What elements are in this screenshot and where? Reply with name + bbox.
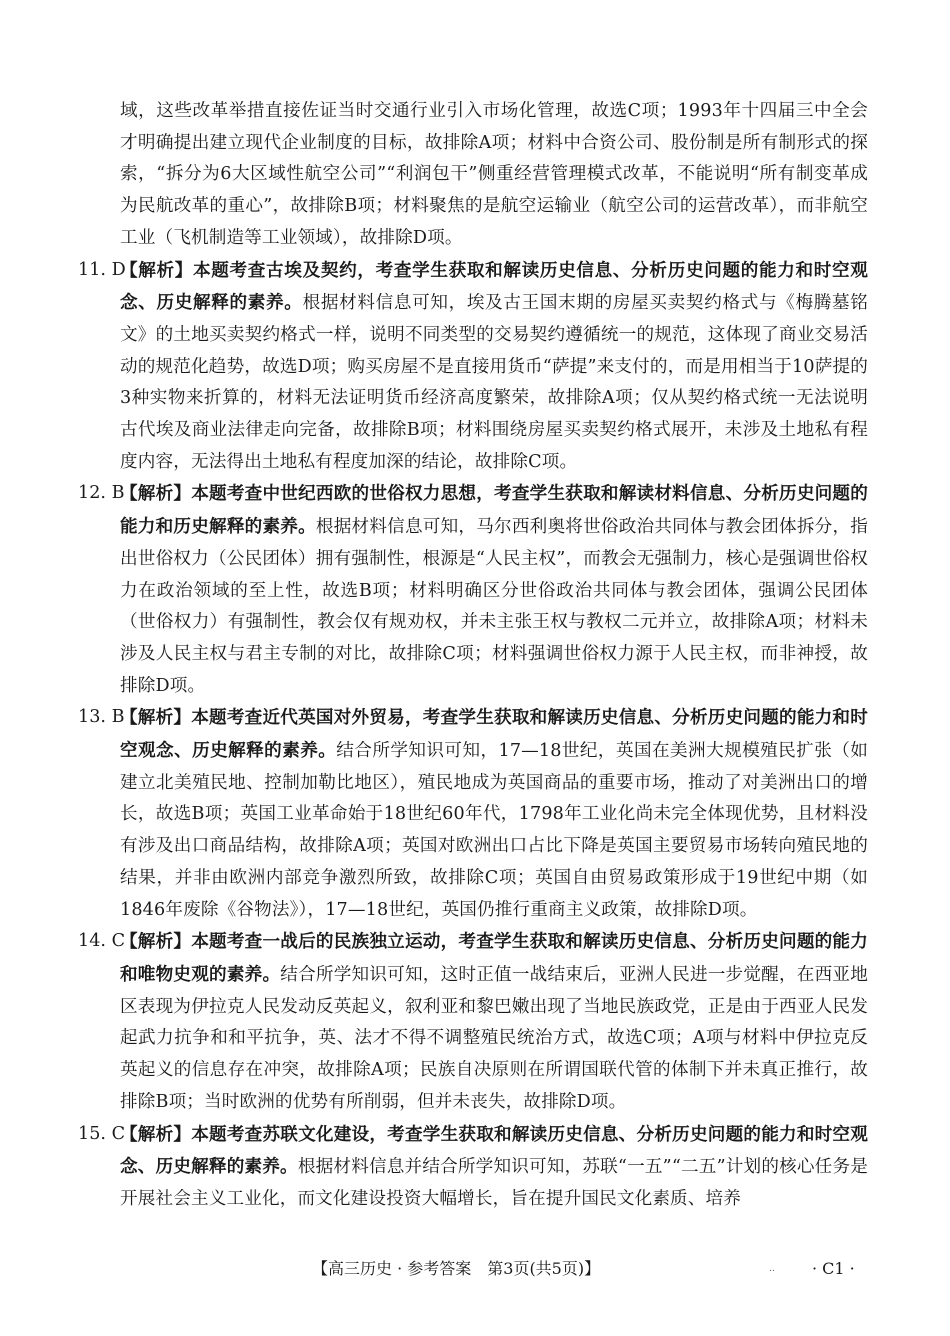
page-footer bbox=[0, 1254, 950, 1284]
continued-paragraph: 域，这些改革举措直接佐证当时交通行业引入市场化管理，故选C项；1993年十四届三中全会才明确提出建立现代企业制度的目标，故排除A项；材料中合资公司、股份制是所有制形式的探索，“拆分为6大区域性航空公司”“利润包干”侧重经营管理模式改革，不能说明“所有制变革成为民航改革的重心”，故排除B项；材料聚焦的是航空运输业（航空公司的运营改革），而非航空工业（飞机制造等工业领域），故排除D项。 bbox=[120, 101, 868, 248]
item-text bbox=[120, 255, 868, 479]
answer-item-11 bbox=[78, 255, 868, 479]
item-number: 14. C bbox=[78, 931, 126, 952]
answer-content bbox=[78, 96, 868, 1216]
item-number: 13. B bbox=[78, 707, 125, 728]
analysis-body: 根据材料信息可知，马尔西利奥将世俗政治共同体与教会团体拆分，指出世俗权力（公民团体）拥有强制性，根源是“人民主权”，而教会无强制力，核心是强调世俗权力在政治领域的至上性，故选B项；材料明确区分世俗政治共同体与教会团体，强调公民团体（世俗权力）有强制性，教会仅有规劝权，并未主张王权与教权二元并立，故排除A项；材料未涉及人民主权与君主专制的对比，故排除C项；材料强调世俗权力源于人民主权，而非神授，故排除D项。 bbox=[120, 517, 868, 696]
analysis-body: 根据材料信息可知，埃及古王国末期的房屋买卖契约格式与《梅腾墓铭文》的土地买卖契约格式一样，说明不同类型的交易契约遵循统一的规范，这体现了商业交易活动的规范化趋势，故选D项；购买房屋不是直接用货币“萨提”来支付的，而是用相当于10萨提的3种实物来折算的，材料无法证明货币经济高度繁荣，故排除A项；仅从契约格式统一无法说明古代埃及商业法律走向完备，故排除B项；材料围绕房屋买卖契约格式展开，未涉及土地私有程度内容，无法得出土地私有程度加深的结论，故排除C项。 bbox=[120, 293, 868, 472]
answer-item-14 bbox=[78, 926, 868, 1118]
analysis-lead: 【解析】本题考查古埃及契约，考查学生获取和解读历史信息、分析历史问题的能力和时空观念、历史解释的素养。 bbox=[120, 259, 868, 314]
item-number: 15. C bbox=[78, 1123, 126, 1144]
answer-item-13 bbox=[78, 702, 868, 926]
analysis-lead: 【解析】本题考查中世纪西欧的世俗权力思想，考查学生获取和解读材料信息、分析历史问题的能力和历史解释的素养。 bbox=[120, 483, 868, 538]
analysis-body: 结合所学知识可知，17—18世纪，英国在美洲大规模殖民扩张（如建立北美殖民地、控制加勒比地区），殖民地成为英国商品的重要市场，推动了对美洲出口的增长，故选B项；英国工业革命始于18世纪60年代，1798年工业化尚未完全体现优势，且材料没有涉及出口商品结构，故排除A项；英国对欧洲出口占比下降是英国主要贸易市场转向殖民地的结果，并非由欧洲内部竞争激烈所致，故排除C项；英国自由贸易政策形成于19世纪中期（如1846年废除《谷物法》），17—18世纪，英国仍推行重商主义政策，故排除D项。 bbox=[120, 741, 868, 920]
footer-mark: .. bbox=[769, 1264, 775, 1274]
analysis-lead: 【解析】本题考查一战后的民族独立运动，考查学生获取和解读历史信息、分析历史问题的能力和唯物史观的素养。 bbox=[120, 931, 868, 985]
item-text bbox=[120, 926, 868, 1118]
footer-code: · C1 · bbox=[812, 1259, 855, 1278]
item-text bbox=[120, 478, 868, 702]
item-number: 12. B bbox=[78, 483, 125, 504]
analysis-lead: 【解析】本题考查近代英国对外贸易，考查学生获取和解读历史信息、分析历史问题的能力和时空观念、历史解释的素养。 bbox=[120, 707, 868, 762]
analysis-body: 根据材料信息并结合所学知识可知，苏联“一五”“二五”计划的核心任务是开展社会主义工业化，而文化建设投资大幅增长，旨在提升国民文化素质、培养 bbox=[120, 1157, 868, 1209]
item-text bbox=[120, 1119, 868, 1216]
footer-page-info: 【高三历史 · 参考答案 第3页(共5页)】 bbox=[312, 1259, 601, 1278]
analysis-lead: 【解析】本题考查苏联文化建设，考查学生获取和解读历史信息、分析历史问题的能力和时空观念、历史解释的素养。 bbox=[120, 1123, 868, 1178]
answer-item-15 bbox=[78, 1119, 868, 1216]
item-text bbox=[120, 702, 868, 926]
analysis-body: 结合所学知识可知，这时正值一战结束后，亚洲人民进一步觉醒，在西亚地区表现为伊拉克人民发动反英起义，叙利亚和黎巴嫩出现了当地民族政党，正是由于西亚人民发起武力抗争和和平抗争，英、法才不得不调整殖民统治方式，故选C项；A项与材料中伊拉克反英起义的信息存在冲突，故排除A项；民族自决原则在所谓国联代管的体制下并未真正推行，故排除B项；当时欧洲的优势有所削弱，但并未丧失，故排除D项。 bbox=[120, 964, 868, 1112]
answer-item-12 bbox=[78, 478, 868, 702]
item-number: 11. D bbox=[78, 259, 126, 280]
